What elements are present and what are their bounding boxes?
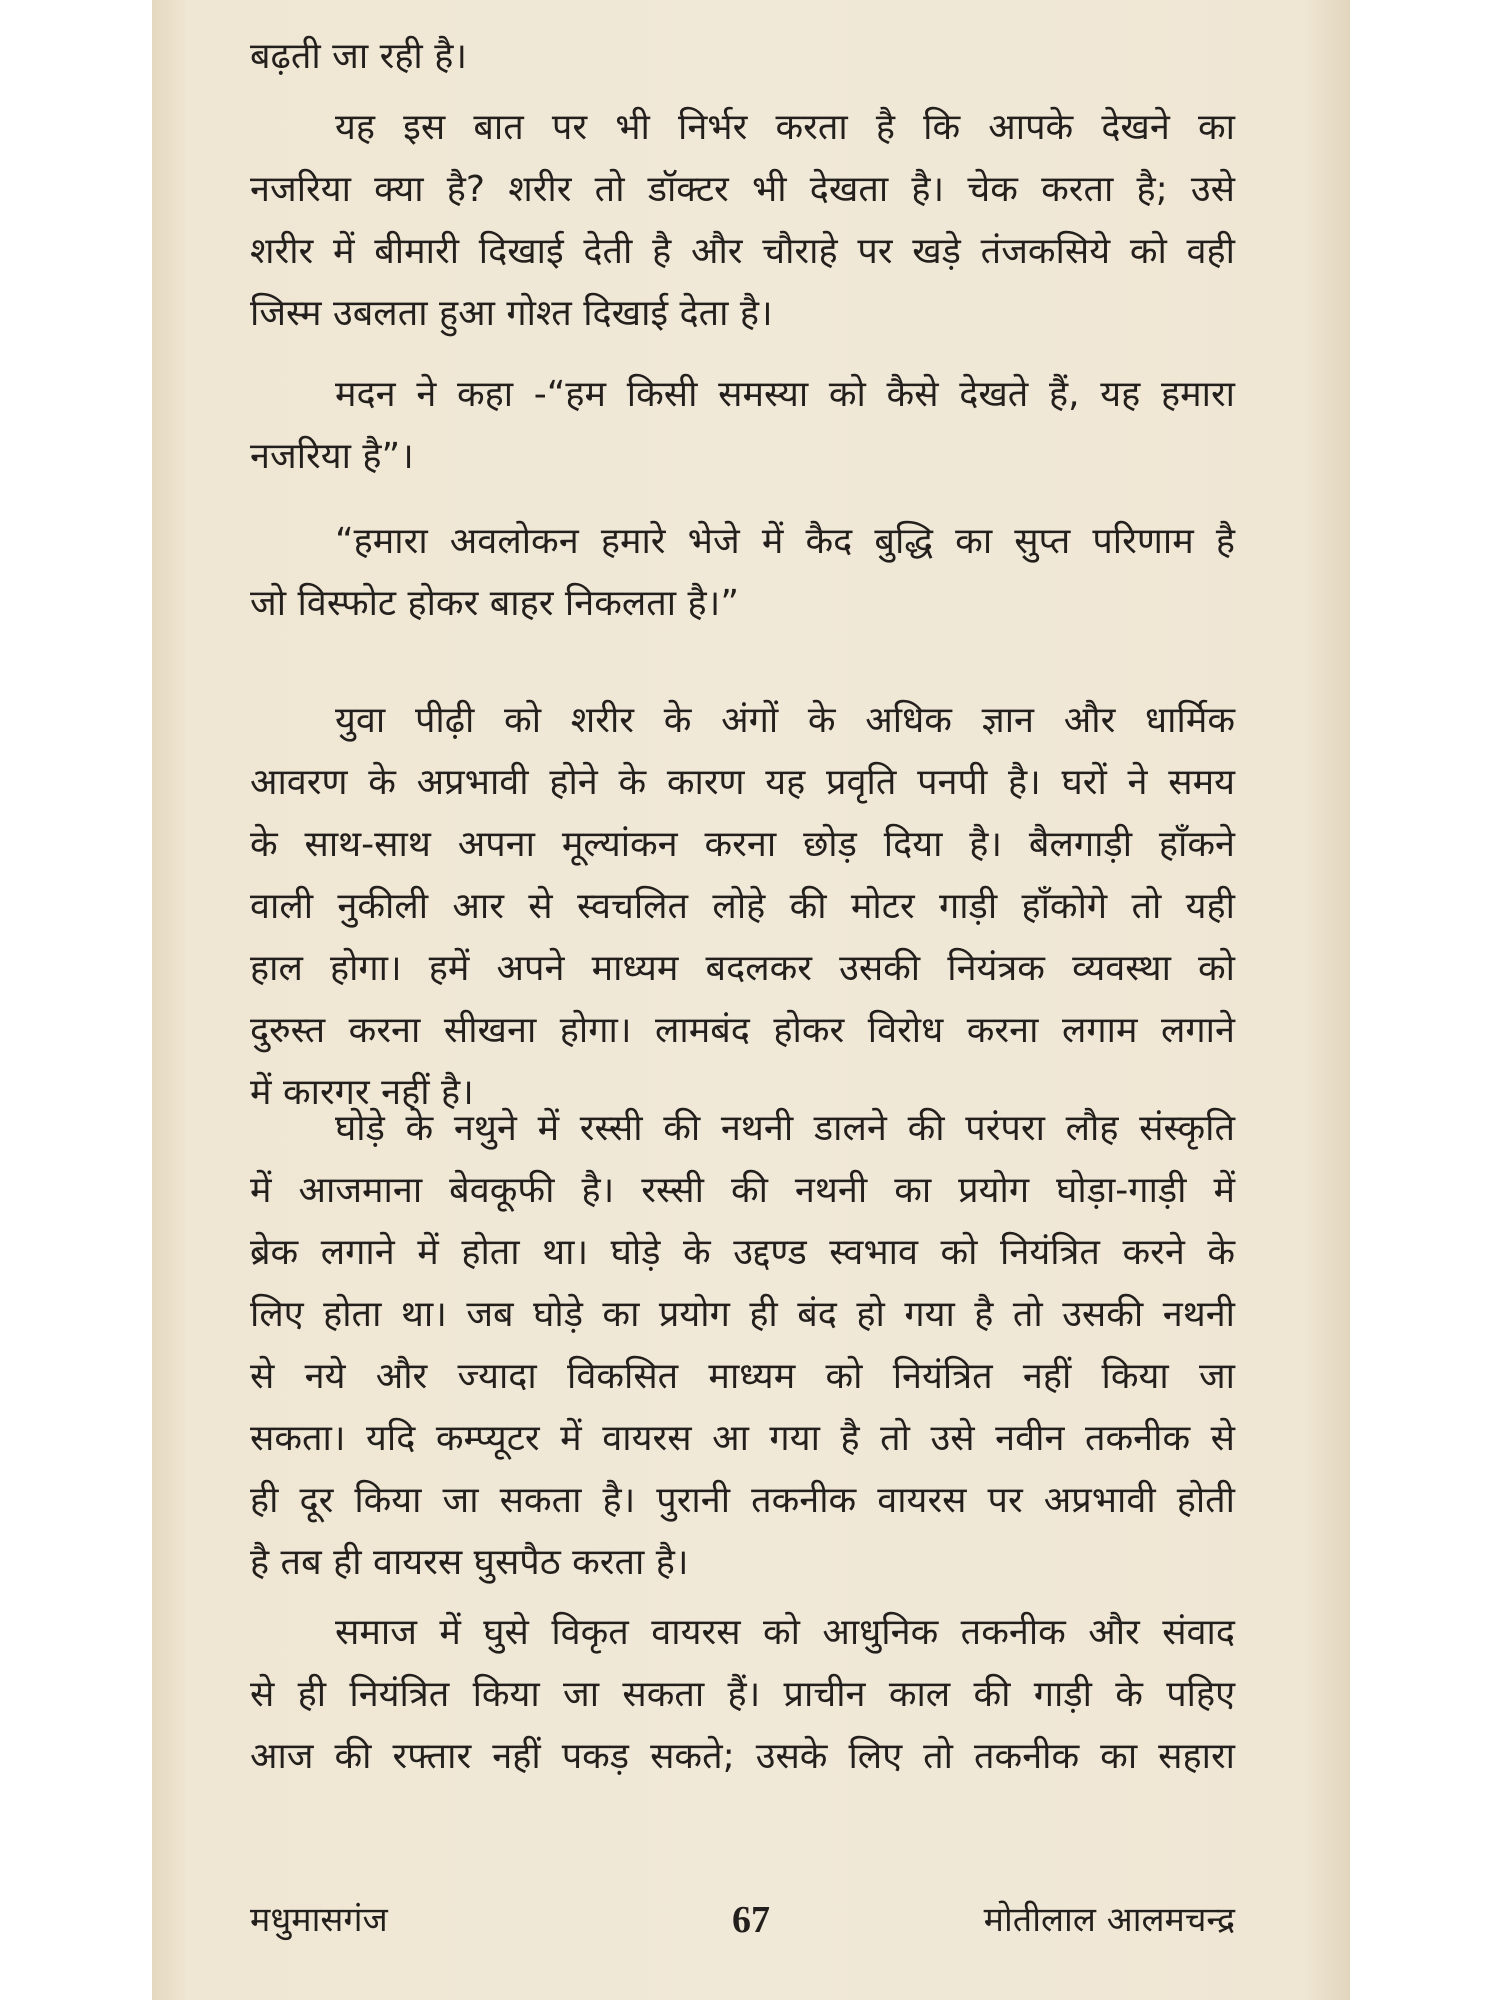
text-line: बढ़ती जा रही है।: [250, 36, 467, 77]
footer-book-title: मधुमासगंज: [250, 1900, 388, 1940]
paragraph: [250, 1602, 1235, 1788]
text-line: जिस्म उबलता हुआ गोश्त दिखाई देता है।: [250, 293, 773, 334]
text-line: नजरिया है”।: [250, 436, 414, 477]
text-line: में कारगर नहीं है।: [250, 1072, 474, 1113]
paragraph: [250, 97, 1235, 345]
text-line: जो विस्फोट होकर बाहर निकलता है।”: [250, 583, 739, 624]
text-line: दुरुस्त करना सीखना होगा। लामबंद होकर विरोध करना लगाम लगाने: [250, 1010, 1235, 1051]
text-line: आवरण के अप्रभावी होने के कारण यह प्रवृति पनपी है। घरों ने समय: [250, 762, 1235, 803]
paragraph: [250, 26, 1235, 88]
text-line: लिए होता था। जब घोड़े का प्रयोग ही बंद हो गया है तो उसकी नथनी: [250, 1294, 1235, 1335]
paragraph: [250, 690, 1235, 1124]
text-line: यह इस बात पर भी निर्भर करता है कि आपके देखने का: [335, 107, 1235, 148]
text-line: ही दूर किया जा सकता है। पुरानी तकनीक वायरस पर अप्रभावी होती: [250, 1480, 1235, 1521]
text-line: युवा पीढ़ी को शरीर के अंगों के अधिक ज्ञान और धार्मिक: [335, 700, 1235, 741]
text-line: से ही नियंत्रित किया जा सकता हैं। प्राचीन काल की गाड़ी के पहिए: [250, 1674, 1235, 1715]
text-line: घोड़े के नथुने में रस्सी की नथनी डालने की परंपरा लौह संस्कृति: [335, 1108, 1235, 1149]
text-line: में आजमाना बेवकूफी है। रस्सी की नथनी का प्रयोग घोड़ा-गाड़ी में: [250, 1170, 1235, 1211]
paragraph: [250, 1098, 1235, 1594]
text-line: आज की रफ्तार नहीं पकड़ सकते; उसके लिए तो तकनीक का सहारा: [250, 1736, 1235, 1777]
text-line: मदन ने कहा -“हम किसी समस्या को कैसे देखते हैं, यह हमारा: [335, 374, 1235, 415]
text-line: हाल होगा। हमें अपने माध्यम बदलकर उसकी नियंत्रक व्यवस्था को: [250, 948, 1235, 989]
paragraph: [250, 364, 1235, 488]
text-line: सकता। यदि कम्प्यूटर में वायरस आ गया है तो उसे नवीन तकनीक से: [250, 1418, 1235, 1459]
text-line: नजरिया क्या है? शरीर तो डॉक्टर भी देखता है। चेक करता है; उसे: [250, 169, 1235, 210]
text-line: “हमारा अवलोकन हमारे भेजे में कैद बुद्धि का सुप्त परिणाम है: [335, 521, 1235, 562]
text-line: से नये और ज्यादा विकसित माध्यम को नियंत्रित नहीं किया जा: [250, 1356, 1235, 1397]
paragraph: [250, 511, 1235, 635]
text-line: शरीर में बीमारी दिखाई देती है और चौराहे पर खड़े तंजकसिये को वही: [250, 231, 1235, 272]
footer-author: मोतीलाल आलमचन्द्र: [983, 1900, 1235, 1940]
text-line: समाज में घुसे विकृत वायरस को आधुनिक तकनीक और संवाद: [335, 1612, 1235, 1653]
text-line: के साथ-साथ अपना मूल्यांकन करना छोड़ दिया है। बैलगाड़ी हाँकने: [250, 824, 1235, 865]
text-line: है तब ही वायरस घुसपैठ करता है।: [250, 1542, 689, 1583]
text-line: वाली नुकीली आर से स्वचलित लोहे की मोटर गाड़ी हाँकोगे तो यही: [250, 886, 1235, 927]
text-line: ब्रेक लगाने में होता था। घोड़े के उद्दण्ड स्वभाव को नियंत्रित करने के: [250, 1232, 1235, 1273]
page-number: 67: [732, 1899, 770, 1941]
